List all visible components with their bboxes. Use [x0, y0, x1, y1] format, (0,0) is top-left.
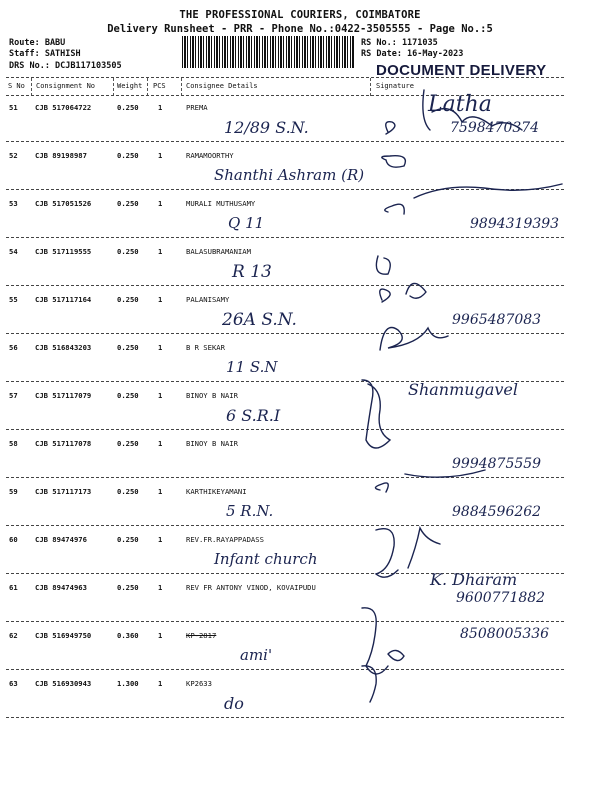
row-consignee: B R SEKAR — [186, 343, 225, 352]
row-consignment: CJB 516843203 — [35, 343, 92, 352]
handwritten-address-note: do — [224, 694, 244, 713]
row-sno: 53 — [9, 199, 18, 208]
row-consignee: PREMA — [186, 103, 208, 112]
handwritten-signature: K. Dharam — [430, 570, 518, 589]
handwritten-address-note: 6 S.R.I — [226, 406, 281, 425]
row-consignee: MURALI MUTHUSAMY — [186, 199, 256, 208]
row-weight: 0.250 — [117, 439, 139, 448]
handwritten-phone: 9965487083 — [452, 312, 542, 328]
handwritten-address-note: 12/89 S.N. — [224, 118, 309, 137]
row-sno: 62 — [9, 631, 18, 640]
handwritten-phone: 9894319393 — [470, 216, 560, 232]
row-weight: 1.300 — [117, 679, 139, 688]
row-pcs: 1 — [158, 247, 163, 256]
row-consignment: CJB 517117078 — [35, 439, 92, 448]
row-consignee: REV.FR.RAYAPPADASS — [186, 535, 264, 544]
handwritten-phone: 9884596262 — [452, 504, 542, 520]
row-pcs: 1 — [158, 535, 163, 544]
row-consignee: BINOY B NAIR — [186, 439, 238, 448]
col-sno: S No — [8, 82, 25, 90]
row-consignment: CJB 516930943 — [35, 679, 92, 688]
row-weight: 0.250 — [117, 295, 139, 304]
row-weight: 0.250 — [117, 247, 139, 256]
handwritten-address-note: 11 S.N — [226, 358, 278, 376]
row-consignment: CJB 89474976 — [35, 535, 87, 544]
row-consignment: CJB 517119555 — [35, 247, 92, 256]
row-pcs: 1 — [158, 295, 163, 304]
signature-mark — [362, 380, 390, 448]
col-weight: Weight — [117, 82, 143, 90]
handwritten-phone: 7598470374 — [450, 120, 540, 136]
handwritten-address-note: 5 R.N. — [226, 502, 274, 520]
row-consignment: CJB 89474963 — [35, 583, 87, 592]
row-sno: 57 — [9, 391, 18, 400]
row-consignee: BINOY B NAIR — [186, 391, 238, 400]
row-sno: 58 — [9, 439, 18, 448]
signature-mark — [380, 283, 426, 302]
row-pcs: 1 — [158, 583, 163, 592]
signature-mark — [382, 156, 406, 167]
handwritten-address-note: ami' — [240, 646, 273, 664]
row-pcs: 1 — [158, 679, 163, 688]
col-consignee: Consignee Details — [186, 82, 258, 90]
rs-number: RS No.: 1171035 — [361, 38, 438, 48]
runsheet-title: Delivery Runsheet - PRR - Phone No.:0422-3505555 - Page No.:5 — [107, 23, 493, 35]
row-consignment: CJB 517117164 — [35, 295, 92, 304]
col-consignment: Consignment No — [36, 82, 96, 90]
row-consignment: CJB 89198987 — [35, 151, 87, 160]
row-consignee: RAMAMOORTHY — [186, 151, 234, 160]
row-sno: 60 — [9, 535, 18, 544]
handwritten-phone: 9600771882 — [456, 590, 546, 606]
row-pcs: 1 — [158, 487, 163, 496]
row-sno: 54 — [9, 247, 18, 256]
signature-mark — [375, 470, 485, 492]
signature-mark — [385, 184, 562, 214]
row-weight: 0.250 — [117, 151, 139, 160]
row-sno: 63 — [9, 679, 18, 688]
row-consignment: CJB 517064722 — [35, 103, 92, 112]
col-pcs: PCS — [153, 82, 166, 90]
handwritten-address-note: R 13 — [232, 262, 272, 282]
row-weight: 0.250 — [117, 391, 139, 400]
col-signature: Signature — [376, 82, 414, 90]
row-pcs: 1 — [158, 199, 163, 208]
row-sno: 61 — [9, 583, 18, 592]
row-sno: 56 — [9, 343, 18, 352]
handwritten-signature: Latha — [428, 92, 492, 117]
route-label: Route: BABU — [9, 38, 66, 48]
row-consignment: CJB 517117173 — [35, 487, 92, 496]
signature-mark — [380, 328, 448, 351]
row-sno: 55 — [9, 295, 18, 304]
handwritten-address-note: 26A S.N. — [222, 310, 297, 330]
handwritten-signature: Shanmugavel — [408, 380, 518, 399]
row-weight: 0.360 — [117, 631, 139, 640]
row-consignment: CJB 517117079 — [35, 391, 92, 400]
handwritten-address-note: Q 11 — [228, 214, 265, 232]
row-pcs: 1 — [158, 343, 163, 352]
row-consignee: KP2633 — [186, 679, 212, 688]
handwritten-address-note: Infant church — [214, 550, 318, 568]
signature-mark — [362, 650, 404, 702]
row-weight: 0.250 — [117, 103, 139, 112]
row-pcs: 1 — [158, 391, 163, 400]
handwritten-phone: 8508005336 — [460, 626, 550, 642]
signature-mark — [376, 529, 398, 577]
row-sno: 59 — [9, 487, 18, 496]
rs-date: RS Date: 16-May-2023 — [361, 49, 464, 59]
staff-label: Staff: SATHISH — [9, 49, 81, 59]
row-weight: 0.250 — [117, 487, 139, 496]
row-pcs: 1 — [158, 631, 163, 640]
row-consignee: PALANISAMY — [186, 295, 230, 304]
row-pcs: 1 — [158, 103, 163, 112]
row-consignee: BALASUBRAMANIAM — [186, 247, 251, 256]
row-weight: 0.250 — [117, 199, 139, 208]
company-title: THE PROFESSIONAL COURIERS, COIMBATORE — [179, 9, 421, 21]
signature-mark — [408, 528, 440, 568]
row-consignee: KP-2817 — [186, 631, 217, 640]
row-weight: 0.250 — [117, 583, 139, 592]
drs-number: DRS No.: DCJB117103505 — [9, 61, 122, 71]
signature-mark — [386, 90, 522, 134]
row-weight: 0.250 — [117, 535, 139, 544]
row-pcs: 1 — [158, 439, 163, 448]
row-consignment: CJB 516949750 — [35, 631, 92, 640]
row-consignee: REV FR ANTONY VINOD, KOVAIPUDU — [186, 583, 316, 592]
document-delivery-stamp: DOCUMENT DELIVERY — [376, 62, 547, 79]
row-consignment: CJB 517051526 — [35, 199, 92, 208]
row-weight: 0.250 — [117, 343, 139, 352]
handwritten-address-note: Shanthi Ashram (R) — [214, 166, 365, 184]
handwritten-phone: 9994875559 — [452, 456, 542, 472]
signature-mark — [376, 256, 390, 274]
signature-mark — [362, 608, 388, 674]
row-pcs: 1 — [158, 151, 163, 160]
row-sno: 52 — [9, 151, 18, 160]
row-sno: 51 — [9, 103, 18, 112]
row-consignee: KARTHIKEYAMANI — [186, 487, 247, 496]
